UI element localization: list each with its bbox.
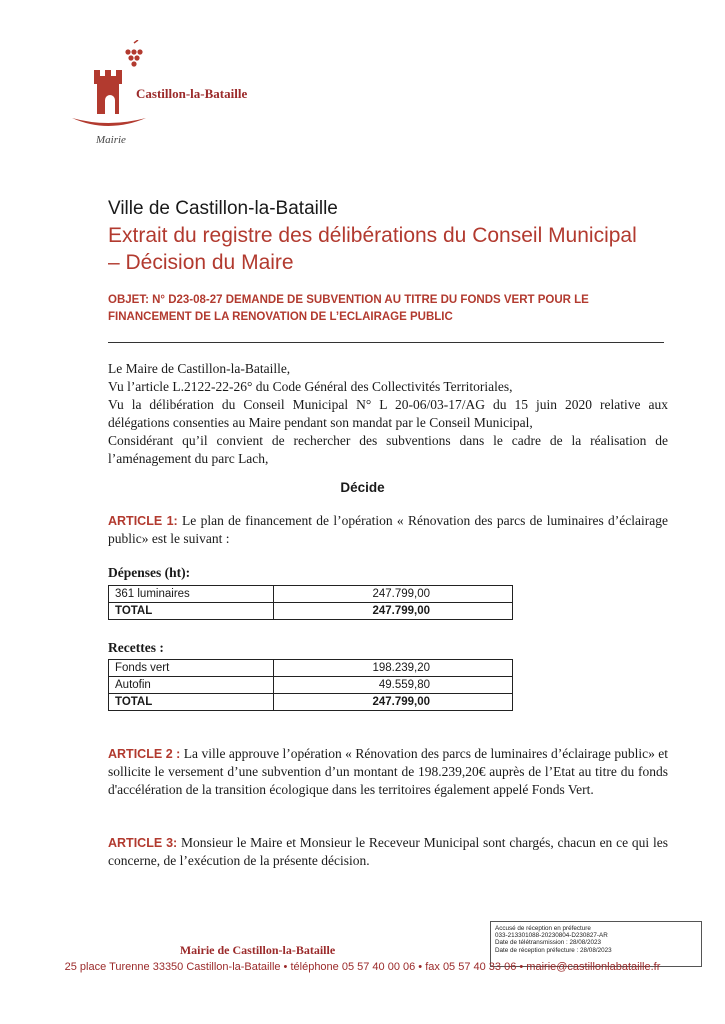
table-cell: 361 luminaires [109, 586, 274, 603]
article-2-label: ARTICLE 2 : [108, 747, 181, 761]
article-2 [108, 745, 668, 799]
stamp-line: Date de réception préfecture : 28/08/2023 [495, 946, 612, 954]
stamp-line: 033-213301088-20230804-D230827-AR [495, 932, 608, 940]
stamp-line: Date de télétransmission : 28/08/2023 [495, 939, 602, 947]
table-row [109, 586, 513, 603]
town-heading: Ville de Castillon-la-Bataille [108, 198, 338, 219]
article-1-text: Le plan de financement de l’opération « Rénovation des parcs de luminaires d’éclairage public» est le suivant : [108, 513, 668, 546]
table-cell: TOTAL [109, 694, 274, 711]
expenses-table [108, 585, 513, 620]
table-row [109, 677, 513, 694]
preamble-line: Vu l’article L.2122-22-26° du Code Général des Collectivités Territoriales, [108, 379, 513, 394]
article-3-label: ARTICLE 3: [108, 836, 178, 850]
article-1 [108, 512, 668, 548]
object-line: OBJET: N° D23-08-27 DEMANDE DE SUBVENTION AU TITRE DU FONDS VERT POUR LE FINANCEMENT DE LA RENOVATION DE L’ECLAIRAGE PUBLIC [108, 294, 589, 323]
decide-heading: Décide [340, 480, 385, 495]
separator-rule [108, 342, 664, 343]
article-3-text: Monsieur le Maire et Monsieur le Receveur Municipal sont chargés, chacun en ce qui les concerne, de l’exécution de la présente décision. [108, 835, 668, 868]
table-row-total [109, 603, 513, 620]
document-title: Extrait du registre des délibérations du Conseil Municipal – Décision du Maire [108, 224, 637, 274]
table-row-total [109, 694, 513, 711]
logo-subtitle: Mairie [96, 134, 126, 146]
footer-title: Mairie de Castillon-la-Bataille [179, 943, 336, 957]
table-cell: 247.799,00 [274, 586, 513, 603]
preamble-line: Vu la délibération du Conseil Municipal N° L 20-06/03-17/AG du 15 juin 2020 relative aux délégations consenties au Maire pendant son mandat par le Conseil Municipal, [108, 397, 668, 430]
table-cell: TOTAL [109, 603, 274, 620]
article-3 [108, 834, 668, 870]
table-cell: Autofin [109, 677, 274, 694]
article-2-text: La ville approuve l’opération « Rénovation des parcs de luminaires d’éclairage public» et sollicite le versement d’une subvention d’un montant de 198.239,20€ auprès de l’Etat au titre du fonds d'accélération de la transition écologique dans les territoires également appelé Fonds Vert. [108, 746, 669, 797]
footer-address: 25 place Turenne 33350 Castillon-la-Bataille • téléphone 05 57 40 00 06 • fax 05 57 40 33 06 • mairie@castillonlabataille.fr [64, 961, 661, 973]
table-row [109, 660, 513, 677]
table-cell: 198.239,20 [274, 660, 513, 677]
logo-name: Castillon-la-Bataille [136, 86, 248, 101]
expenses-title: Dépenses (ht): [108, 565, 191, 580]
table-cell: 247.799,00 [274, 603, 513, 620]
preamble-line: Considérant qu’il convient de rechercher des subventions dans le cadre de la réalisation de l’aménagement du parc Lach, [108, 433, 668, 466]
stamp-line: Accusé de réception en préfecture [495, 925, 591, 932]
preamble-line: Le Maire de Castillon-la-Bataille, [108, 361, 291, 376]
table-cell: Fonds vert [109, 660, 274, 677]
revenues-title: Recettes : [108, 640, 164, 655]
revenues-table [108, 659, 513, 711]
table-cell: 49.559,80 [274, 677, 513, 694]
preamble [108, 360, 668, 468]
table-cell: 247.799,00 [274, 694, 513, 711]
article-1-label: ARTICLE 1: [108, 514, 178, 528]
